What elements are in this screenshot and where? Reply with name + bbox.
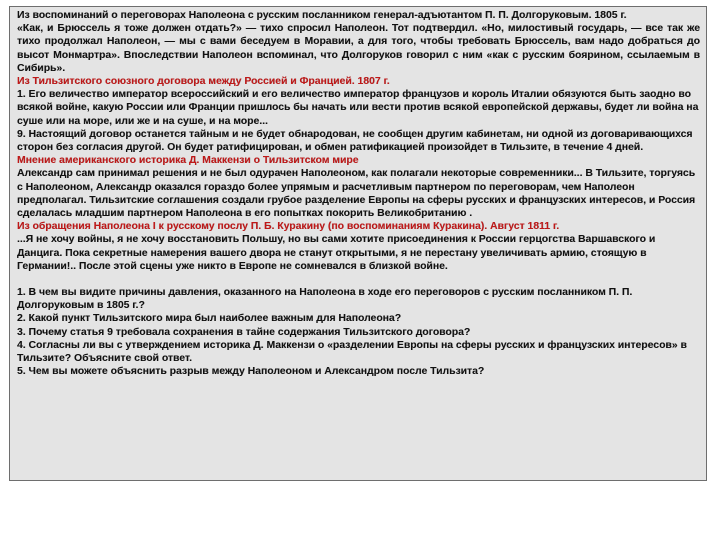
section-spacer: [17, 273, 700, 286]
question-1: 1. В чем вы видите причины давления, оказанного на Наполеона в ходе его переговоров с русским посланником П. П. Долгоруковым в 1805 г.?: [17, 287, 633, 312]
dolgorukov-quote: «Как, и Брюссель я тоже должен отдать?» — тихо спросил Наполеон. Тот подтвердил. «Но, милостивый государь, — все так же тихо продолжал Наполеон, — мы с вами беседуем в Моравии, а для того, чтобы требовать Брюссель, вам надо добраться до высот Монмартра». Впоследствии Наполеон вспоминал, что Долгоруков говорил с ним «как с русским боярином, ссылаемым в Сибирь».: [17, 23, 700, 74]
question-3: 3. Почему статья 9 требовала сохранения в тайне содержания Тильзитского договора?: [17, 326, 471, 338]
document-frame: [9, 6, 707, 481]
question-4: 4. Согласны ли вы с утверждением историка Д. Маккензи о «разделении Европы на сферы русских и французских интересов» в Тильзите? Объясните свой ответ.: [17, 339, 687, 365]
intro-heading: Из воспоминаний о переговорах Наполеона с русским посланником генерал-адъютантом П. П. Долгоруковым. 1805 г.: [17, 10, 627, 21]
question-5: 5. Чем вы можете объяснить разрыв между Наполеоном и Александром после Тильзита?: [17, 366, 485, 378]
appeal-heading: Из обращения Наполеона I к русскому послу П. Б. Куракину (по воспоминаниям Куракина). Август 1811 г.: [17, 221, 560, 233]
treaty-article-1: 1. Его величество император всероссийский и его величество император французов и король Италии обязуются быть заодно во всякой войне, какую России или Франции пришлось бы начать или вести против всякой европейской державы, будет ли война на суше или на море, или же и на суше, и на море...: [17, 89, 699, 127]
question-2: 2. Какой пункт Тильзитского мира был наиболее важным для Наполеона?: [17, 313, 402, 325]
treaty-article-9: 9. Настоящий договор останется тайным и не будет обнародован, не сообщен другим кабинетам, ни одной из договаривающихся сторон без согласия другой. Он будет ратифицирован, и обмен ратификацией произойдет в Тильзите, в течение 4 дней.: [17, 128, 693, 154]
treaty-heading: Из Тильзитского союзного договора между Россией и Францией. 1807 г.: [17, 76, 390, 88]
historian-heading: Мнение американского историка Д. Маккензи о Тильзитском мире: [17, 155, 359, 167]
appeal-text: ...Я не хочу войны, я не хочу восстановить Польшу, но вы сами хотите присоединения к России герцогства Варшавского и Данцига. Пока секретные намерения вашего двора не станут открытыми, я не перестану увеличивать армию, стоящую в Германии!.. После этой сцены уже никто в Европе не сомневался в близкой войне.: [17, 234, 656, 272]
historian-text: Александр сам принимал решения и не был одурачен Наполеоном, как полагали некоторые современники... В Тильзите, торгуясь с Наполеоном, Александр оказался гораздо более упрямым и расчетливым партнером по переговорам, чем Наполеон предполагал. Тильзитские соглашения создали грубое разделение Европы на сферы русских и французских интересов, и Россия сделалась младшим партнером Наполеона в его попытках покорить Великобританию .: [17, 168, 696, 220]
